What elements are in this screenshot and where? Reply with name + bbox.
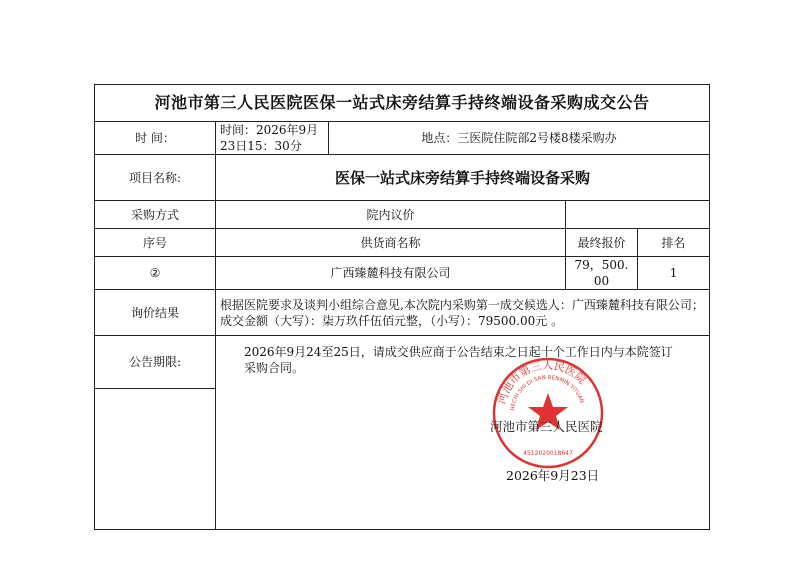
notice-empty-cell [95, 389, 216, 530]
row-seq: ② [95, 257, 216, 290]
signature-date: 2026年9月23日 [506, 468, 600, 483]
project-label: 项目名称: [95, 155, 216, 201]
notice-text: 2026年9月24至25日，请成交供应商于公告结束之日起十个工作日内与本院签订采购合同。 [216, 336, 710, 530]
result-text: 根据医院要求及谈判小组综合意见,本次院内采购第一成交候选人：广西臻麓科技有限公司；成交金额（大写）：柒万玖仟伍佰元整，（小写）：79500.00元 。 [216, 290, 710, 336]
announcement-document [94, 84, 709, 530]
time-label: 时 间： [95, 122, 216, 155]
signature-org: 河池市第三人民医院 [490, 419, 603, 434]
table-row [95, 257, 710, 290]
row-price: 79，500. 00 [566, 257, 638, 290]
method-value: 院内议价 [216, 201, 566, 229]
official-seal [490, 355, 606, 471]
notice-label: 公告期限: [95, 336, 216, 389]
header-seq: 序号 [95, 229, 216, 257]
time-value: 时间：2026年9月23日15：30分 [216, 122, 329, 155]
method-label: 采购方式 [95, 201, 216, 229]
row-supplier: 广西臻麓科技有限公司 [216, 257, 566, 290]
seal-code: 4512020018647 [523, 450, 573, 457]
header-rank: 排名 [638, 229, 710, 257]
location-value: 地点：三医院住院部2号楼8楼采购办 [329, 122, 710, 155]
method-empty-cell [566, 201, 710, 229]
result-label: 询价结果 [95, 290, 216, 336]
header-supplier: 供货商名称 [216, 229, 566, 257]
document-title: 河池市第三人民医院医保一站式床旁结算手持终端设备采购成交公告 [95, 85, 710, 122]
project-value: 医保一站式床旁结算手持终端设备采购 [216, 155, 710, 201]
seal-pinyin: HECHI SHI DI SAN RENMIN YIYUAN [510, 374, 585, 412]
row-rank: 1 [638, 257, 710, 290]
header-price: 最终报价 [566, 229, 638, 257]
announcement-table [94, 84, 710, 530]
seal-name: 河池市第三人民医院 [494, 358, 589, 406]
